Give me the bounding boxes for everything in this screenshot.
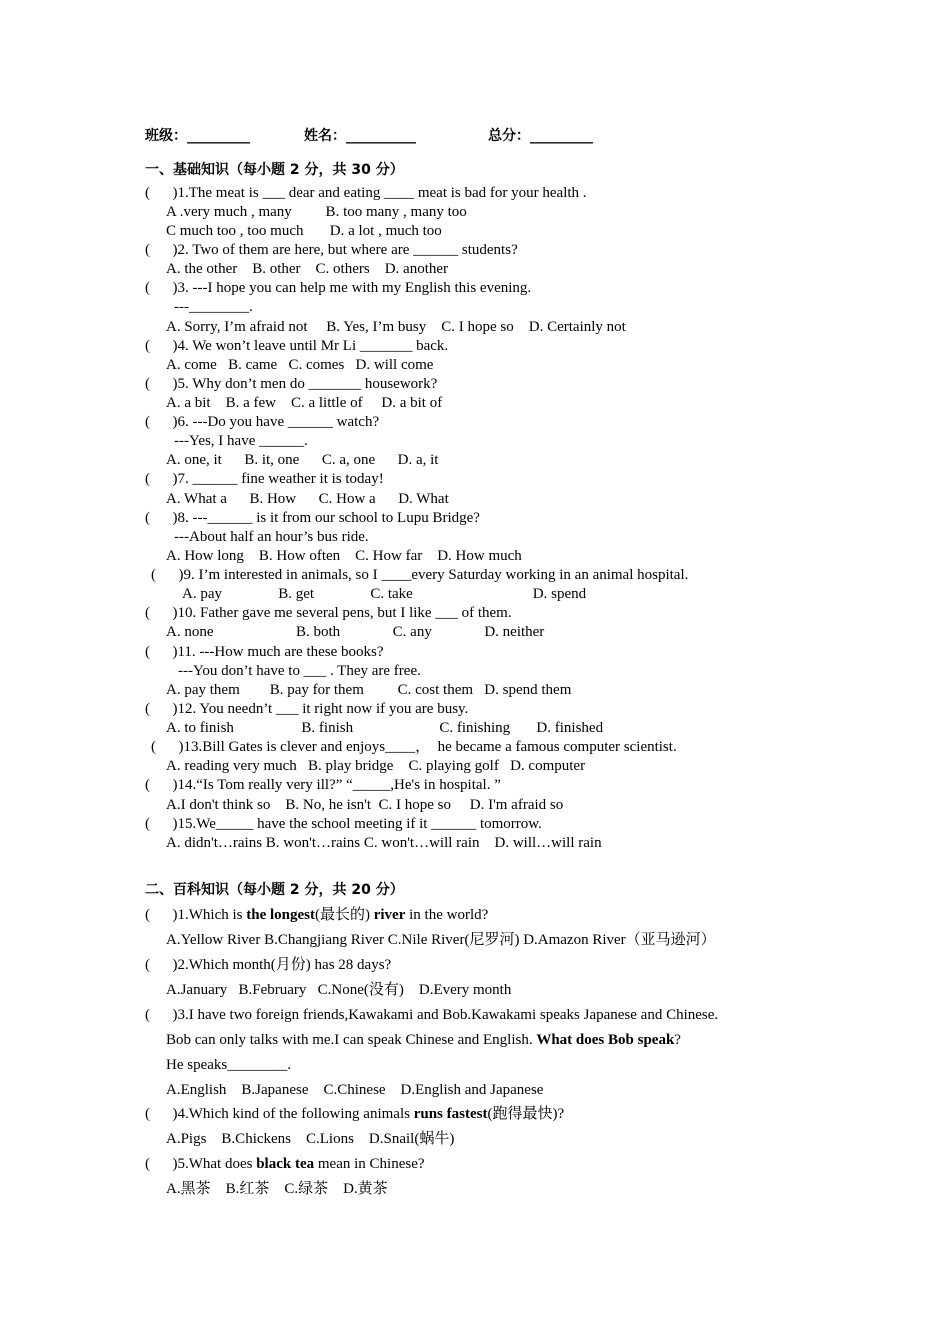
- question-line: ( )5. Why don’t men do _______ housework?: [145, 376, 438, 392]
- question-line: ( )2.Which month(月份) has 28 days?: [145, 957, 392, 973]
- question-line: ( )3.I have two foreign friends,Kawakami and Bob.Kawakami speaks Japanese and Chinese.: [145, 1007, 719, 1023]
- question-line: ( )5.What does black tea mean in Chinese?: [145, 1156, 425, 1172]
- option-line: A.January B.February C.None(没有) D.Every month: [166, 982, 512, 998]
- answer-line: ---Yes, I have ______.: [174, 433, 308, 449]
- question-line: ( )4. We won’t leave until Mr Li _______ back.: [145, 338, 449, 354]
- question-line: ( )1.Which is the longest(最长的) river in the world?: [145, 907, 489, 923]
- option-line: A. How long B. How often C. How far D. How much: [166, 548, 522, 564]
- class-field: 班级：_________: [145, 128, 250, 144]
- option-line: A. didn't…rains B. won't…rains C. won't…will rain D. will…will rain: [166, 835, 602, 851]
- answer-line: He speaks________.: [166, 1057, 291, 1073]
- score-field: 总分：_________: [488, 128, 593, 144]
- question-line: ( )14.“Is Tom really very ill?” “_____,He's in hospital. ”: [145, 777, 501, 793]
- answer-line: ---About half an hour’s bus ride.: [174, 529, 369, 545]
- option-line: A. to finish B. finish C. finishing D. finished: [166, 720, 604, 736]
- section1-title: 一、基础知识（每小题 2 分，共 30 分）: [145, 162, 404, 178]
- option-line: C much too , too much D. a lot , much too: [166, 223, 442, 239]
- question-line: ( )9. I’m interested in animals, so I ____every Saturday working in an animal hospital.: [151, 567, 689, 583]
- question-line: ( )15.We_____ have the school meeting if it ______ tomorrow.: [145, 816, 542, 832]
- option-line: A. none B. both C. any D. neither: [166, 624, 545, 640]
- answer-line: ---________.: [174, 299, 253, 315]
- question-line: ( )4.Which kind of the following animals runs fastest(跑得最快)?: [145, 1106, 565, 1122]
- option-line: A.Pigs B.Chickens C.Lions D.Snail(蜗牛): [166, 1131, 455, 1147]
- option-line: A. a bit B. a few C. a little of D. a bit of: [166, 395, 443, 411]
- name-field: 姓名：__________: [304, 128, 416, 144]
- section2-title: 二、百科知识（每小题 2 分，共 20 分）: [145, 882, 404, 898]
- option-line: A .very much , many B. too many , many too: [166, 204, 467, 220]
- question-line: ( )7. ______ fine weather it is today!: [145, 471, 384, 487]
- question-line: ( )3. ---I hope you can help me with my English this evening.: [145, 280, 532, 296]
- answer-line: ---You don’t have to ___ . They are free.: [178, 663, 421, 679]
- option-line: A. Sorry, I’m afraid not B. Yes, I’m busy C. I hope so D. Certainly not: [166, 319, 626, 335]
- question-line: ( )13.Bill Gates is clever and enjoys____， he became a famous computer scientist.: [151, 739, 677, 755]
- question-line: ( )8. ---______ is it from our school to Lupu Bridge?: [145, 510, 480, 526]
- question-line: ( )10. Father gave me several pens, but I like ___ of them.: [145, 605, 512, 621]
- option-line: A.I don't think so B. No, he isn't C. I hope so D. I'm afraid so: [166, 797, 564, 813]
- option-line: A. What a B. How C. How a D. What: [166, 491, 449, 507]
- option-line: A. pay them B. pay for them C. cost them D. spend them: [166, 682, 572, 698]
- question-line: ( )6. ---Do you have ______ watch?: [145, 414, 380, 430]
- option-line: A.Yellow River B.Changjiang River C.Nile River(尼罗河) D.Amazon River（亚马逊河）: [166, 932, 716, 948]
- option-line: A. come B. came C. comes D. will come: [166, 357, 434, 373]
- question-continuation: Bob can only talks with me.I can speak Chinese and English. What does Bob speak?: [166, 1032, 681, 1048]
- question-line: ( )11. ---How much are these books?: [145, 644, 384, 660]
- option-line: A.黑茶 B.红茶 C.绿茶 D.黄茶: [166, 1181, 388, 1197]
- question-line: ( )2. Two of them are here, but where are ______ students?: [145, 242, 518, 258]
- option-line: A. pay B. get C. take D. spend: [182, 586, 587, 602]
- option-line: A.English B.Japanese C.Chinese D.English and Japanese: [166, 1082, 544, 1098]
- option-line: A. the other B. other C. others D. another: [166, 261, 449, 277]
- question-line: ( )12. You needn’t ___ it right now if you are busy.: [145, 701, 469, 717]
- option-line: A. one, it B. it, one C. a, one D. a, it: [166, 452, 439, 468]
- option-line: A. reading very much B. play bridge C. playing golf D. computer: [166, 758, 586, 774]
- question-line: ( )1.The meat is ___ dear and eating ____ meat is bad for your health .: [145, 185, 587, 201]
